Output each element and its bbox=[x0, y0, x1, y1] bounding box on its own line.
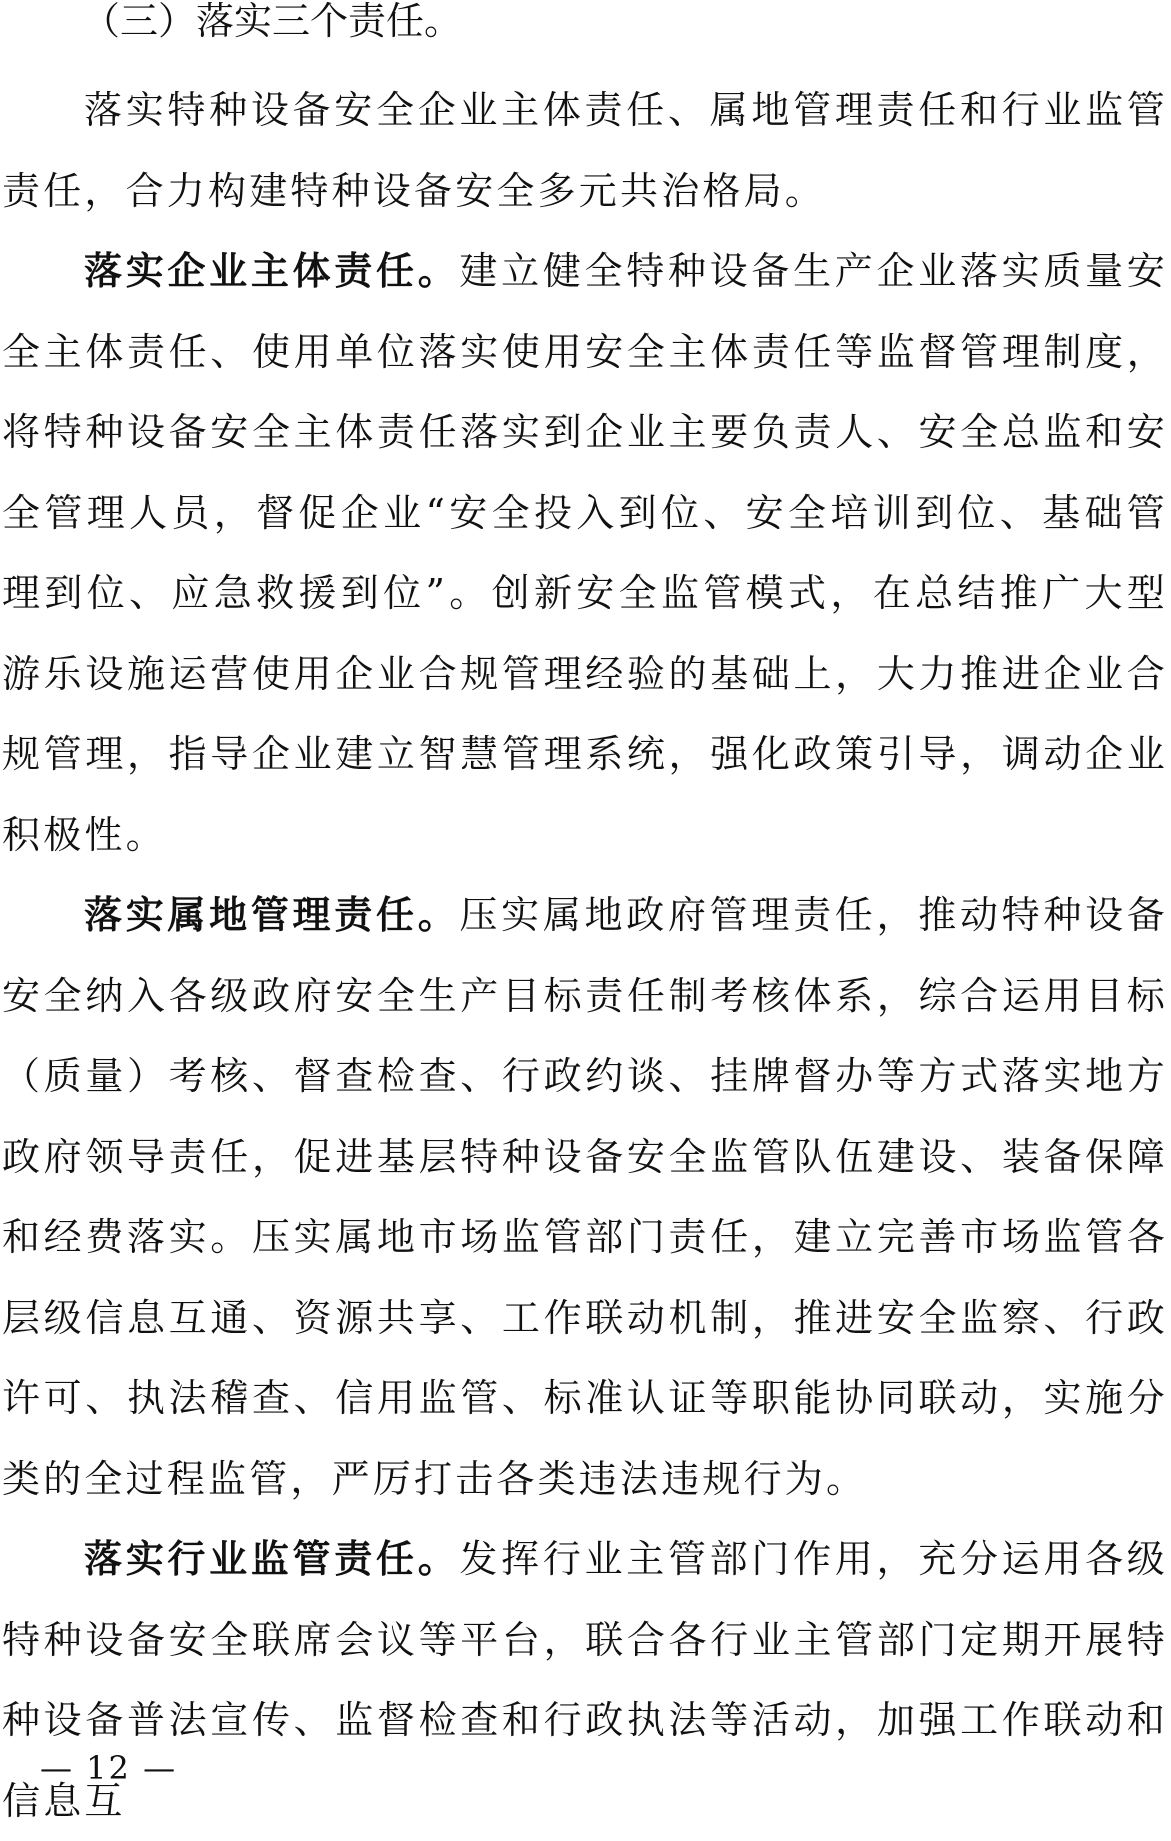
paragraph-lead: 落实行业监管责任。 bbox=[84, 1536, 460, 1581]
paragraph-text: 建立健全特种设备生产企业落实质量安全主体责任、使用单位落实使用安全主体责任等监督管理制度，将特种设备安全主体责任落实到企业主要负责人、安全总监和安全管理人员，督促企业“安全投入到位、安全培训到位、基础管理到位、应急救援到位”。创新安全监管模式，在总结推广大型游乐设施运营使用企业合规管理经验的基础上，大力推进企业合规管理，指导企业建立智慧管理系统，强化政策引导，调动企业积极性。 bbox=[2, 249, 1168, 857]
paragraph-industry-responsibility bbox=[2, 1519, 1168, 1841]
paragraph-lead: 落实属地管理责任。 bbox=[84, 892, 460, 937]
paragraph-text: 压实属地政府管理责任，推动特种设备安全纳入各级政府安全生产目标责任制考核体系，综合运用目标（质量）考核、督查检查、行政约谈、挂牌督办等方式落实地方政府领导责任，促进基层特种设备安全监管队伍建设、装备保障和经费落实。压实属地市场监管部门责任，建立完善市场监管各层级信息互通、资源共享、工作联动机制，推进安全监察、行政许可、执法稽查、信用监管、标准认证等职能协同联动，实施分类的全过程监管，严厉打击各类违法违规行为。 bbox=[2, 893, 1168, 1501]
paragraph-text: 落实特种设备安全企业主体责任、属地管理责任和行业监管责任，合力构建特种设备安全多元共治格局。 bbox=[2, 88, 1168, 213]
section-heading: （三）落实三个责任。 bbox=[82, 0, 463, 43]
page-number: — 12 — bbox=[40, 1749, 178, 1787]
paragraph-territorial-responsibility bbox=[2, 875, 1168, 1519]
paragraph-enterprise-responsibility bbox=[2, 231, 1168, 875]
paragraph-lead: 落实企业主体责任。 bbox=[84, 248, 460, 293]
body-text bbox=[2, 70, 1168, 1841]
paragraph-intro bbox=[2, 70, 1168, 231]
paragraph-text: 发挥行业主管部门作用，充分运用各级特种设备安全联席会议等平台，联合各行业主管部门定期开展特种设备普法宣传、监督检查和行政执法等活动，加强工作联动和信息互 bbox=[2, 1537, 1168, 1823]
